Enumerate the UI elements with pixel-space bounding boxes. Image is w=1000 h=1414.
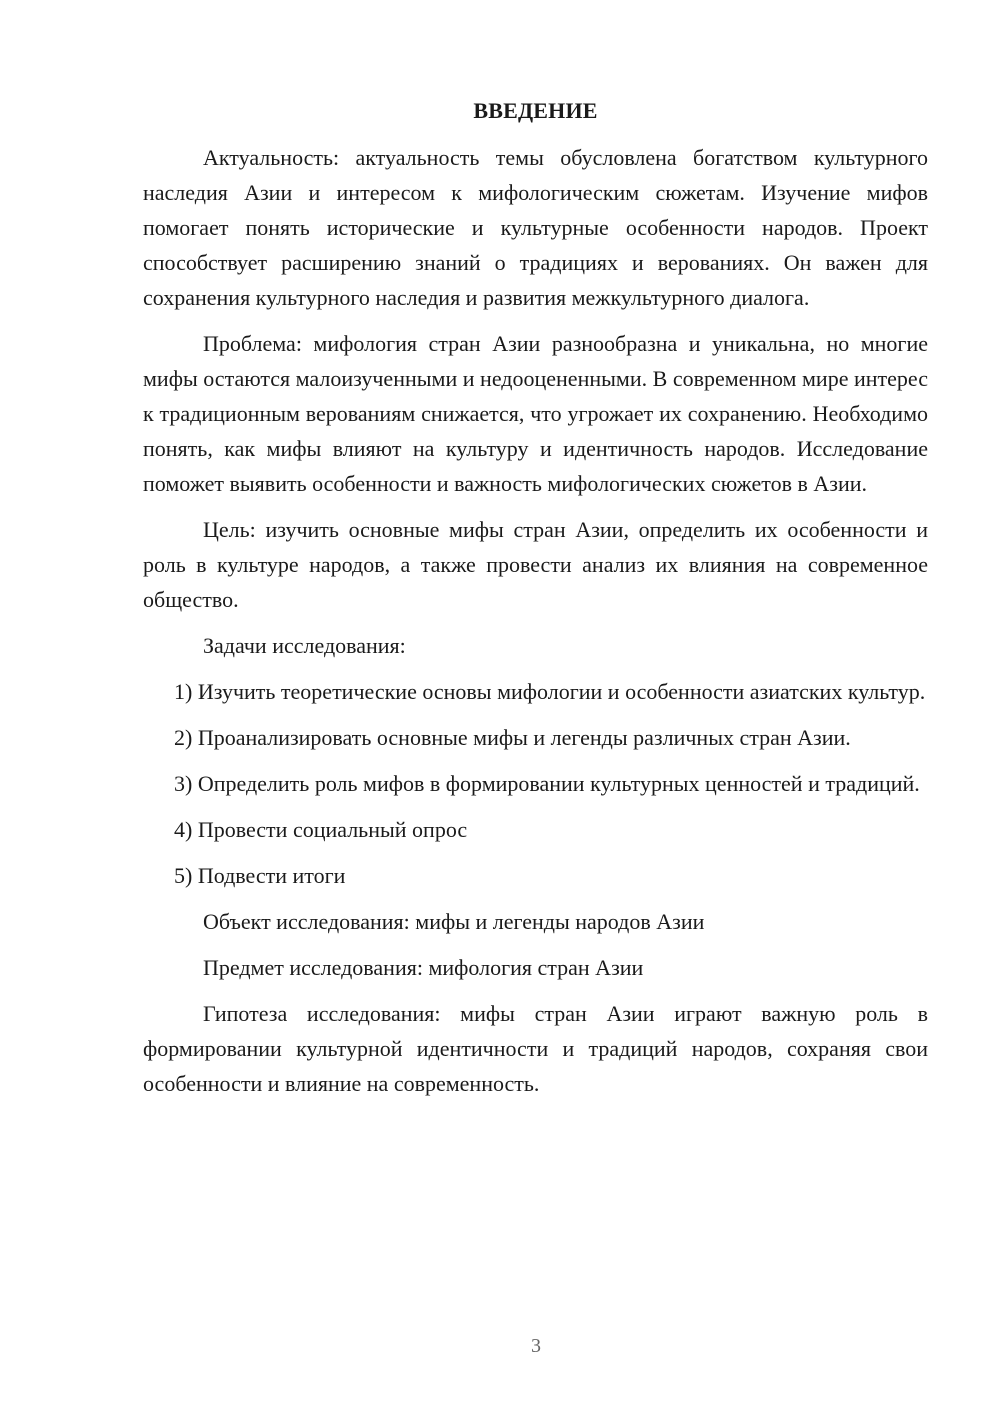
task-item-3: 3) Определить роль мифов в формировании культурных ценностей и традиций.: [174, 771, 920, 796]
problem-paragraph: Проблема: мифология стран Азии разнообразна и уникальна, но многие мифы остаются малоизученными и недооцененными. В современном мире интерес к традиционным верованиям снижается, что угрожает их сохранению. Необходимо понять, как мифы влияют на культуру и идентичность народов. Исследование поможет выявить особенности и важность мифологических сюжетов в Азии.: [143, 331, 928, 496]
research-object: Объект исследования: мифы и легенды народов Азии: [203, 909, 705, 934]
relevance-paragraph: Актуальность: актуальность темы обусловлена богатством культурного наследия Азии и интересом к мифологическим сюжетам. Изучение мифов помогает понять исторические и культурные особенности народов. Проект способствует расширению знаний о традициях и верованиях. Он важен для сохранения культурного наследия и развития межкультурного диалога.: [143, 145, 928, 310]
page-body: [143, 96, 928, 1112]
task-item-1: 1) Изучить теоретические основы мифологии и особенности азиатских культур.: [174, 679, 926, 704]
page-number: 3: [531, 1335, 541, 1357]
task-item-5: 5) Подвести итоги: [174, 863, 346, 888]
research-hypothesis: Гипотеза исследования: мифы стран Азии играют важную роль в формировании культурной идентичности и традиций народов, сохраняя свои особенности и влияние на современность.: [143, 1001, 928, 1096]
research-subject: Предмет исследования: мифология стран Азии: [203, 955, 644, 980]
task-item-2: 2) Проанализировать основные мифы и легенды различных стран Азии.: [174, 725, 851, 750]
goal-paragraph: Цель: изучить основные мифы стран Азии, определить их особенности и роль в культуре народов, а также провести анализ их влияния на современное общество.: [143, 517, 928, 612]
task-item-4: 4) Провести социальный опрос: [174, 817, 468, 842]
tasks-title: Задачи исследования:: [203, 633, 406, 658]
section-heading: ВВЕДЕНИЕ: [473, 98, 598, 123]
